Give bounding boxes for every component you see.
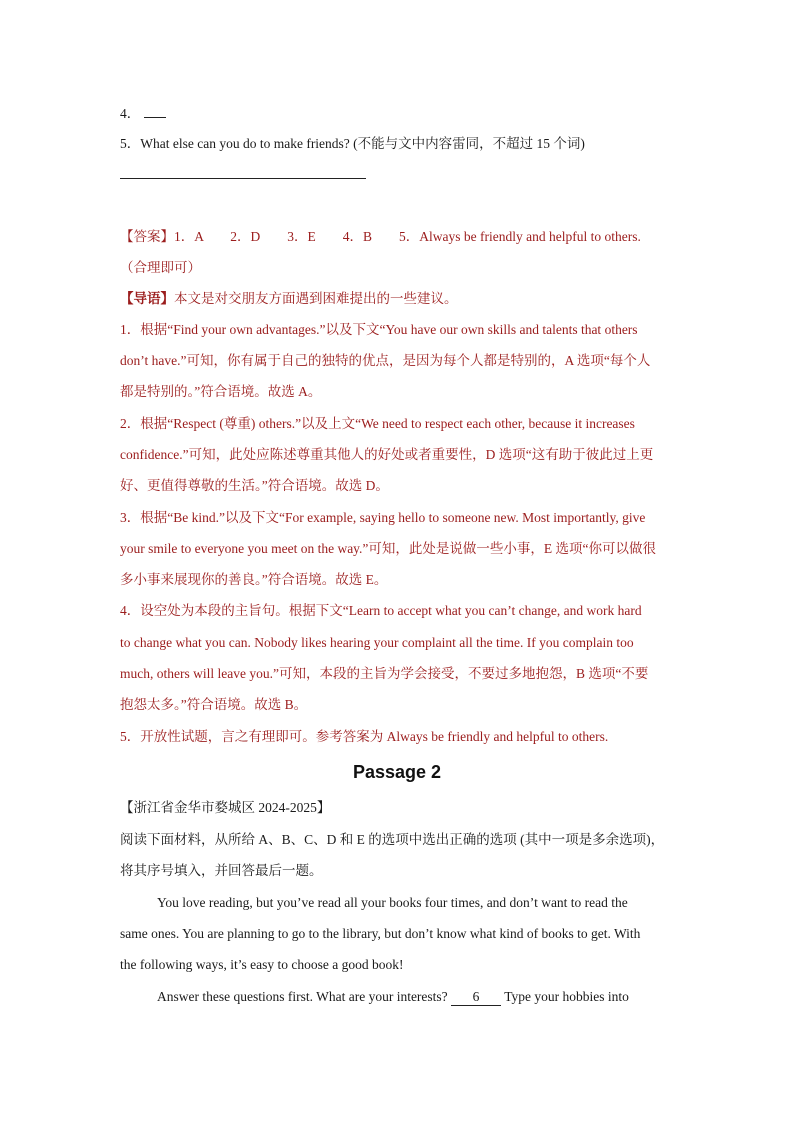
- explanation-line: 好、更值得尊敬的生活。”符合语境。故选 D。: [120, 478, 389, 493]
- explanation-line: 多小事来展现你的善良。”符合语境。故选 E。: [120, 572, 388, 587]
- explanation-line: 都是特别的。”符合语境。故选 A。: [120, 384, 322, 399]
- answer-note: （合理即可）: [120, 260, 201, 275]
- passage-text-line: [157, 987, 680, 1007]
- passage-text-line: You love reading, but you’ve read all your books four times, and don’t want to read the: [157, 895, 628, 910]
- guide-text: 本文是对交朋友方面遇到困难提出的一些建议。: [174, 291, 458, 306]
- explanation-line: your smile to everyone you meet on the way.”可知，此处是说做一些小事，E 选项“你可以做很: [120, 541, 657, 556]
- explanation-line: don’t have.”可知，你有属于自己的独特的优点，是因为每个人都是特别的，A 选项“每个人: [120, 353, 651, 368]
- question-5: 5．What else can you do to make friends? (不能与文中内容雷同，不超过 15 个词): [120, 136, 585, 151]
- guide-label: 【导语】: [120, 291, 174, 306]
- question-4-number: 4．: [120, 106, 141, 121]
- passage-text-line: the following ways, it’s easy to choose a good book!: [120, 957, 404, 972]
- passage-text-segment: Answer these questions first. What are your interests?: [157, 989, 448, 1004]
- question-4-blank: [144, 105, 166, 118]
- passage-text-line: same ones. You are planning to go to the library, but don’t know what kind of books to get. With: [120, 926, 641, 941]
- explanation-line: much, others will leave you.”可知，本段的主旨为学会接受，不要过多地抱怨，B 选项“不要: [120, 666, 649, 681]
- explanation-line: 4．设空处为本段的主旨句。根据下文“Learn to accept what you can’t change, and work hard: [120, 603, 642, 618]
- explanation-line: 1．根据“Find your own advantages.”以及下文“You have our own skills and talents that others: [120, 322, 638, 337]
- instruction-line: 阅读下面材料，从所给 A、B、C、D 和 E 的选项中选出正确的选项 (其中一项是多余选项)，: [120, 832, 665, 847]
- blank-6[interactable]: 6: [451, 989, 501, 1006]
- answer-key: 【答案】1．A 2．D 3．E 4．B 5．Always be friendly and helpful to others.: [120, 229, 641, 244]
- passage-title: Passage 2: [352, 762, 442, 782]
- explanation-line: 5．开放性试题，言之有理即可。参考答案为 Always be friendly and helpful to others.: [120, 729, 609, 744]
- instruction-line: 将其序号填入，并回答最后一题。: [120, 863, 323, 878]
- explanation-line: confidence.”可知，此处应陈述尊重其他人的好处或者重要性，D 选项“这有助于彼此过上更: [120, 447, 654, 462]
- explanation-line: to change what you can. Nobody likes hearing your complaint all the time. If you complain too: [120, 635, 634, 650]
- passage-text-segment: Type your hobbies into: [504, 989, 629, 1004]
- explanation-line: 2．根据“Respect (尊重) others.”以及上文“We need to respect each other, because it increases: [120, 416, 635, 431]
- passage-source: 【浙江省金华市婺城区 2024-2025】: [120, 800, 331, 815]
- guide-line: [120, 289, 680, 309]
- answer-writing-line: [120, 178, 366, 179]
- question-4: [120, 104, 680, 124]
- explanation-line: 抱怨太多。”符合语境。故选 B。: [120, 697, 308, 712]
- explanation-line: 3．根据“Be kind.”以及下文“For example, saying hello to someone new. Most importantly, give: [120, 510, 646, 525]
